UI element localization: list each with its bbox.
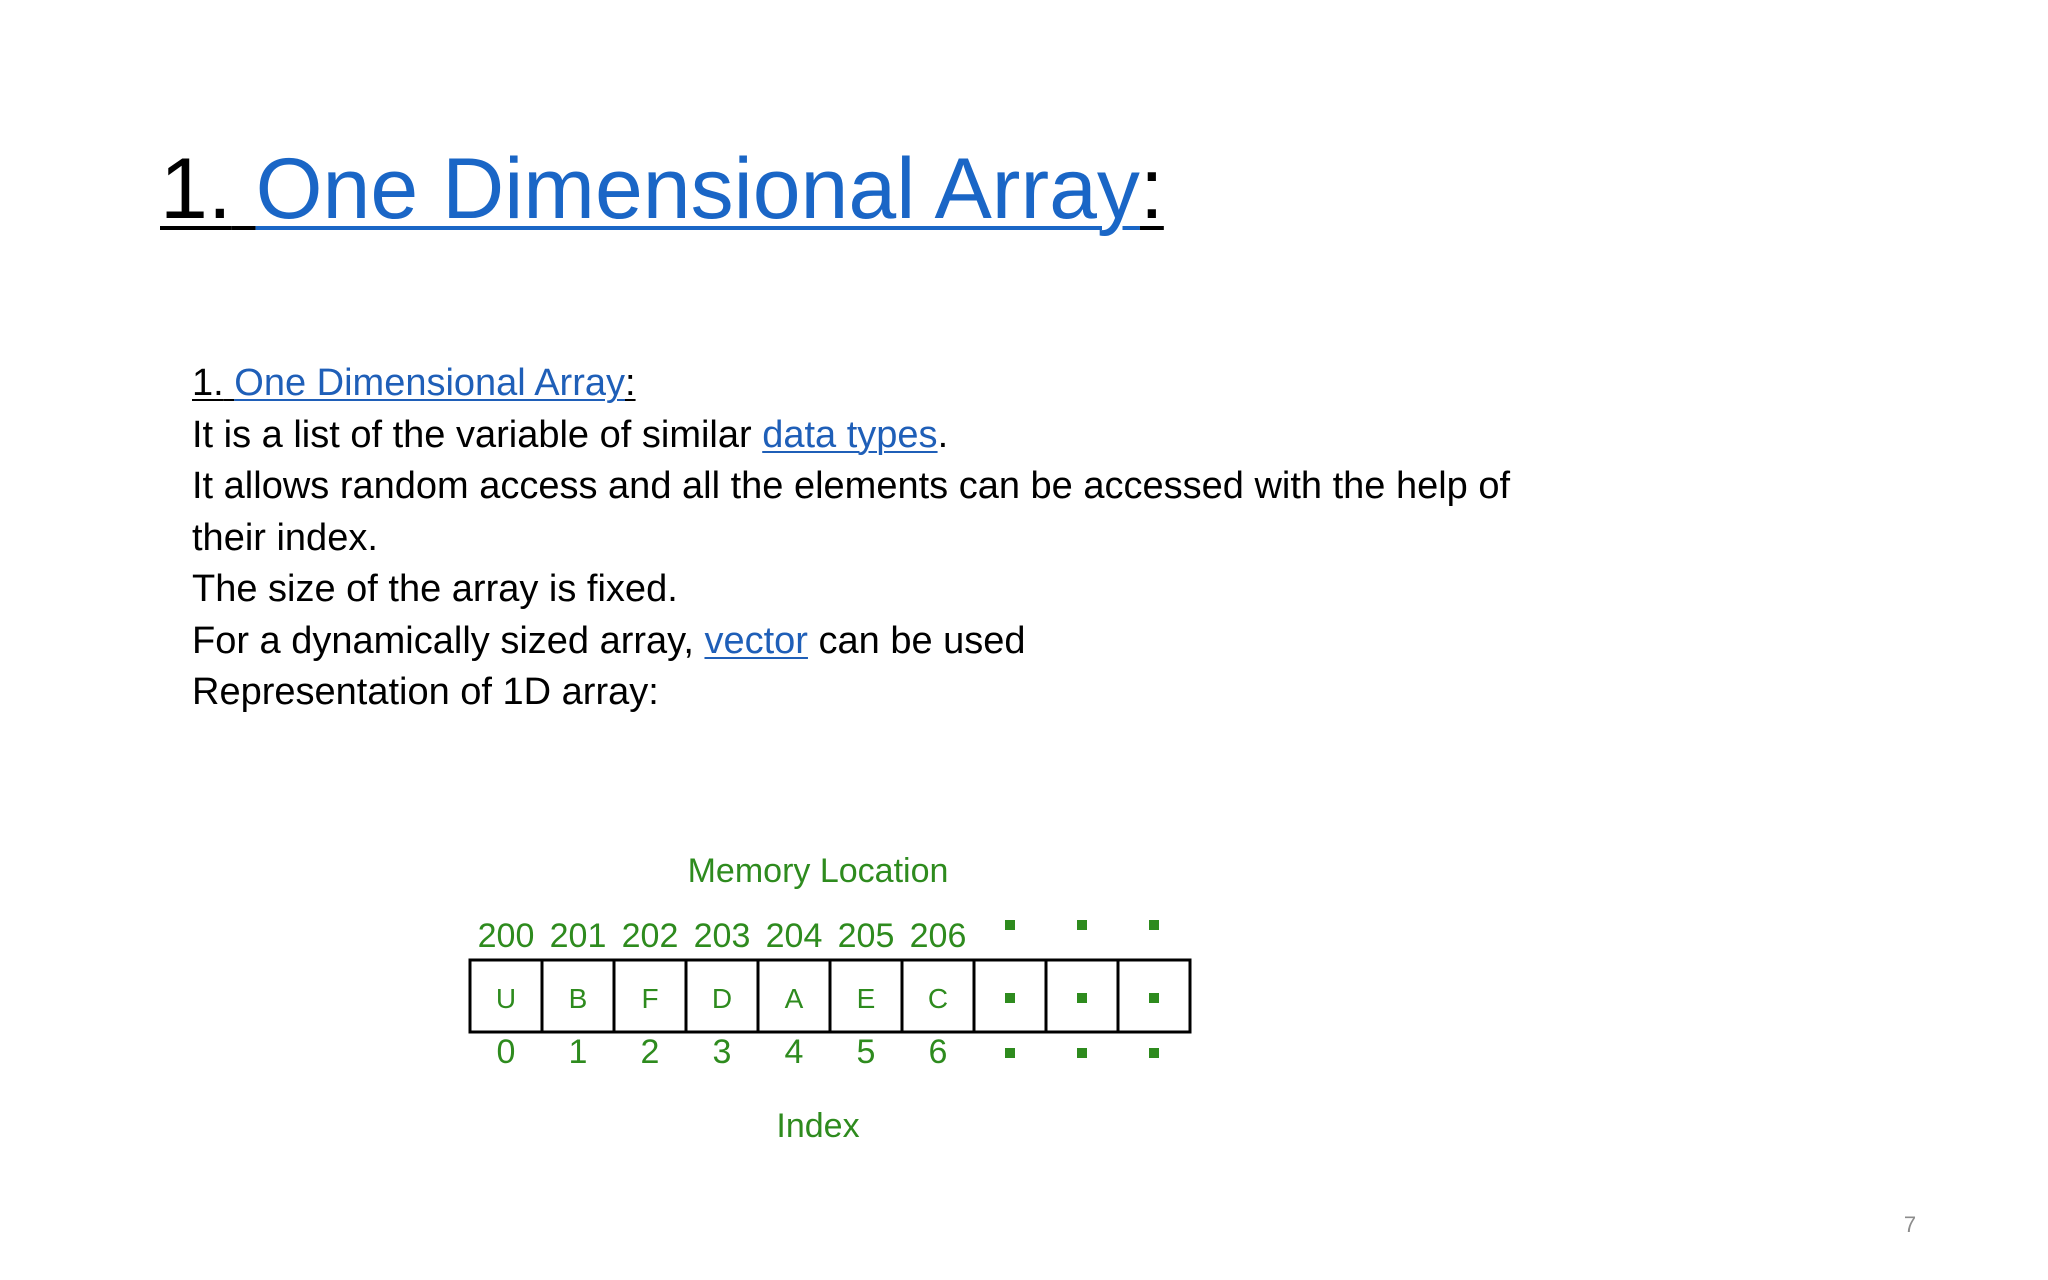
continuation-dot-index [1077,1048,1087,1058]
body-line-representation: Representation of 1D array: [192,671,659,713]
index-label: Index [776,1107,860,1145]
memory-address: 204 [765,917,823,955]
array-element: U [495,983,517,1014]
memory-address: 200 [477,917,535,955]
array-index: 5 [856,1033,876,1071]
array-element: B [568,983,588,1014]
title-link-one-dimensional-array[interactable]: One Dimensional Array [255,141,1140,237]
array-element: D [711,983,733,1014]
array-index: 4 [784,1033,804,1071]
array-index: 6 [928,1033,948,1071]
vector-link[interactable]: vector [704,619,808,662]
memory-location-label: Memory Location [687,852,949,890]
line1-suffix: . [937,413,949,456]
memory-address: 201 [549,917,607,955]
slide-title [160,142,1164,237]
page-number: 7 [1903,1212,1917,1237]
body-line-similar-types [192,410,1592,462]
line4-suffix: can be used [818,619,1026,662]
continuation-dot-element [1149,993,1159,1003]
continuation-dot-address [1077,920,1087,930]
continuation-dot-element [1077,993,1087,1003]
body-line-vector [192,616,1592,668]
body-line-random-access: It allows random access and all the elements can be accessed with the help of their index. [192,465,1511,559]
data-types-link[interactable]: data types [762,413,938,456]
memory-address: 202 [621,917,679,955]
line4-prefix: For a dynamically sized array, [192,619,694,662]
body-line-fixed-size: The size of the array is fixed. [192,568,678,610]
continuation-dot-element [1005,993,1015,1003]
body-heading [192,358,1592,410]
body-heading-colon: : [625,362,636,404]
memory-address: 206 [909,917,967,955]
array-box [470,960,1190,1032]
array-element: A [784,983,804,1014]
array-element: F [641,983,659,1014]
array-element: C [927,983,949,1014]
array-index: 2 [640,1033,660,1071]
memory-address: 203 [693,917,751,955]
title-colon: : [1139,141,1164,237]
body-heading-number: 1. [192,362,224,404]
array-element: E [856,983,876,1014]
continuation-dot-index [1149,1048,1159,1058]
memory-address: 205 [837,917,895,955]
title-number: 1. [160,141,232,237]
continuation-dot-address [1005,920,1015,930]
body-text [192,358,1592,719]
array-index: 1 [568,1033,588,1071]
continuation-dot-address [1149,920,1159,930]
continuation-dot-index [1005,1048,1015,1058]
array-index: 3 [712,1033,732,1071]
array-index: 0 [496,1033,516,1071]
line1-prefix: It is a list of the variable of similar [192,413,752,456]
body-heading-link[interactable]: One Dimensional Array [234,362,625,404]
